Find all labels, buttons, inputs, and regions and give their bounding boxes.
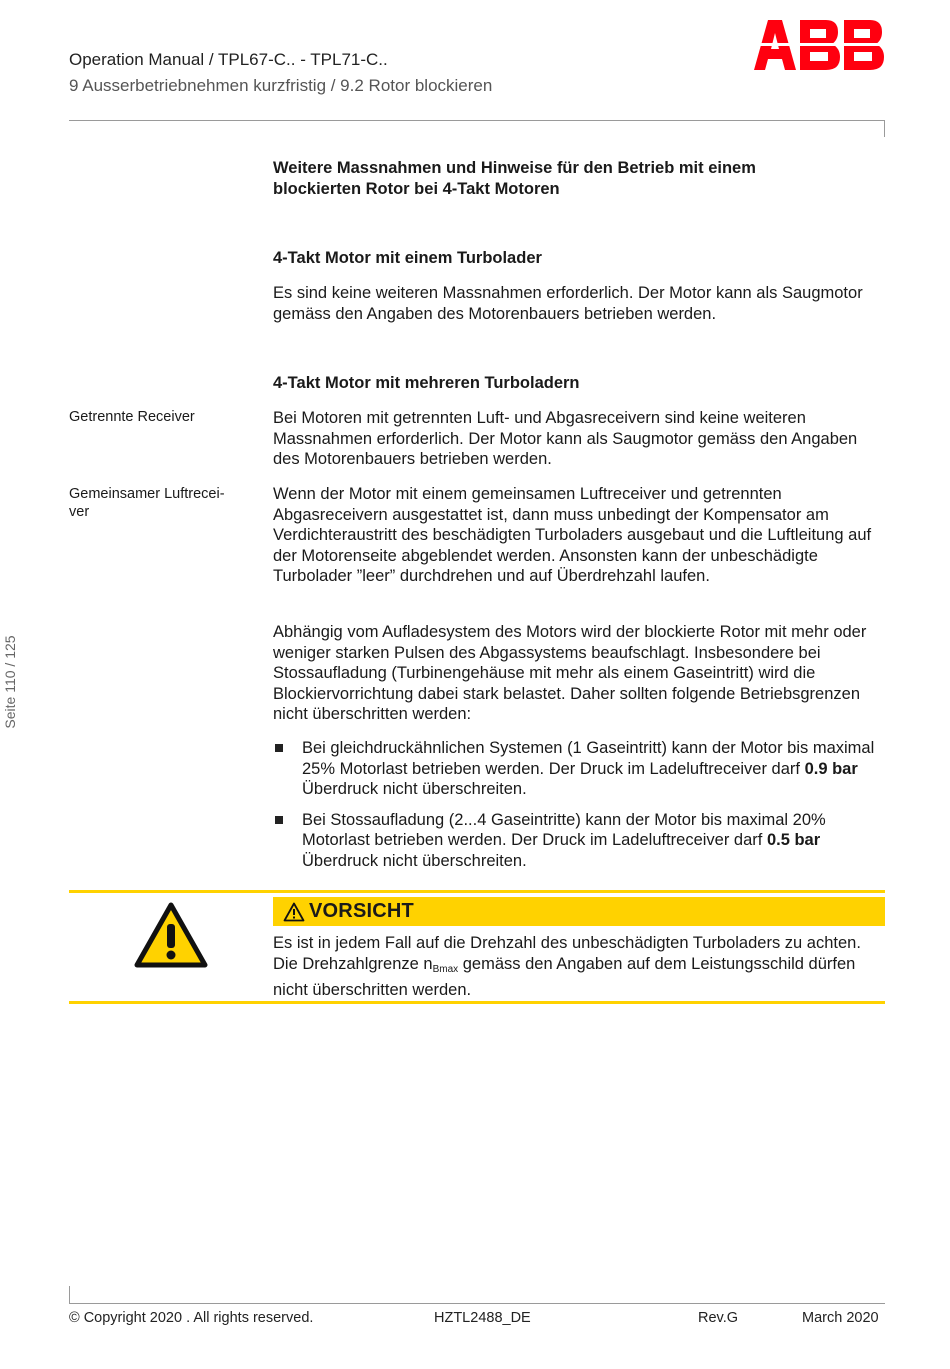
list-item: Bei gleichdruckähnlichen Systemen (1 Gaseintritt) kann der Motor bis maximal 25% Motorlast betrieben werden. Der Druck im Ladeluftreceiver darf 0.9 bar Überdruck nicht überschreiten.: [273, 738, 885, 800]
warning-symbol-icon: [283, 902, 305, 922]
abb-logo: [752, 18, 886, 72]
header-rule: [69, 120, 885, 121]
section-heading: Weitere Massnahmen und Hinweise für den Betrieb mit einem blockierten Rotor bei 4-Takt Motoren: [273, 159, 756, 198]
header-rule-tick: [884, 120, 885, 137]
warning-bottom-rule: [69, 1001, 885, 1004]
paragraph-separate-receivers: Bei Motoren mit getrennten Luft- und Abgasreceivern sind keine weiteren Massnahmen erforderlich. Der Motor kann als Saugmotor gemäss den Angaben des Motorenbauers betrieben werden.: [273, 409, 858, 468]
warning-label-bar: [273, 897, 885, 926]
header-title: Operation Manual / TPL67-C.. - TPL71-C..: [69, 50, 388, 69]
warning-label: VORSICHT: [309, 900, 414, 922]
list-item: Bei Stossaufladung (2...4 Gaseintritte) kann der Motor bis maximal 20% Motorlast betrieben werden. Der Druck im Ladeluftreceiver darf 0.5 bar Überdruck nicht überschreiten.: [273, 810, 885, 872]
footer-rule-tick: [69, 1286, 70, 1303]
subheading-one-turbocharger: 4-Takt Motor mit einem Turbolader: [273, 249, 542, 267]
footer-doc-id: HZTL2488_DE: [434, 1310, 531, 1326]
operating-limits-list: [273, 738, 885, 881]
paragraph-operating-limits: Abhängig vom Aufladesystem des Motors wird der blockierte Rotor mit mehr oder weniger starken Pulsen des Abgassystems beaufschlagt. Insbesondere bei Stossaufladung (Turbinengehäuse mit mehr als einem Gaseintritt) wird die Blockiervorrichtung dabei stark belastet. Daher sollten folgende Betriebsgrenzen nicht überschritten werden:: [273, 623, 867, 723]
margin-label-separate-receivers: Getrennte Receiver: [69, 409, 195, 425]
paragraph-common-receiver: Wenn der Motor mit einem gemeinsamen Luftreceiver und getrennten Abgasreceivern ausgestattet ist, dann muss unbedingt der Kompensator am Verdichteraustritt des beschädigten Turboladers ausgebaut und die Luftleitung auf der Motorenseite abgeblendet werden. Ansonsten kann der unbeschädigte Turbolader ”leer” durchdrehen und auf Überdrehzahl laufen.: [273, 485, 872, 585]
warning-top-rule: [69, 890, 885, 893]
footer-date: March 2020: [802, 1310, 879, 1326]
paragraph-one-turbocharger: Es sind keine weiteren Massnahmen erforderlich. Der Motor kann als Saugmotor gemäss den Angaben des Motorenbauers betrieben werden.: [273, 284, 863, 323]
footer-revision: Rev.G: [698, 1310, 739, 1326]
page-number: Seite 110 / 125: [2, 635, 18, 729]
footer-copyright: © Copyright 2020 . All rights reserved.: [69, 1310, 314, 1326]
footer-rule: [69, 1303, 885, 1304]
warning-triangle-icon: [134, 902, 208, 968]
subheading-multiple-turbochargers: 4-Takt Motor mit mehreren Turboladern: [273, 374, 580, 392]
warning-text: Es ist in jedem Fall auf die Drehzahl des unbeschädigten Turboladers zu achten. Die Drehzahlgrenze $n_{Bmax}$ gemäss den Angaben auf dem Leistungsschild dürfen nicht überschritten werden.: [273, 934, 861, 999]
margin-label-common-receiver: Gemeinsamer Luftrecei- ver: [69, 486, 225, 520]
breadcrumb: 9 Ausserbetriebnehmen kurzfristig / 9.2 Rotor blockieren: [69, 76, 493, 95]
